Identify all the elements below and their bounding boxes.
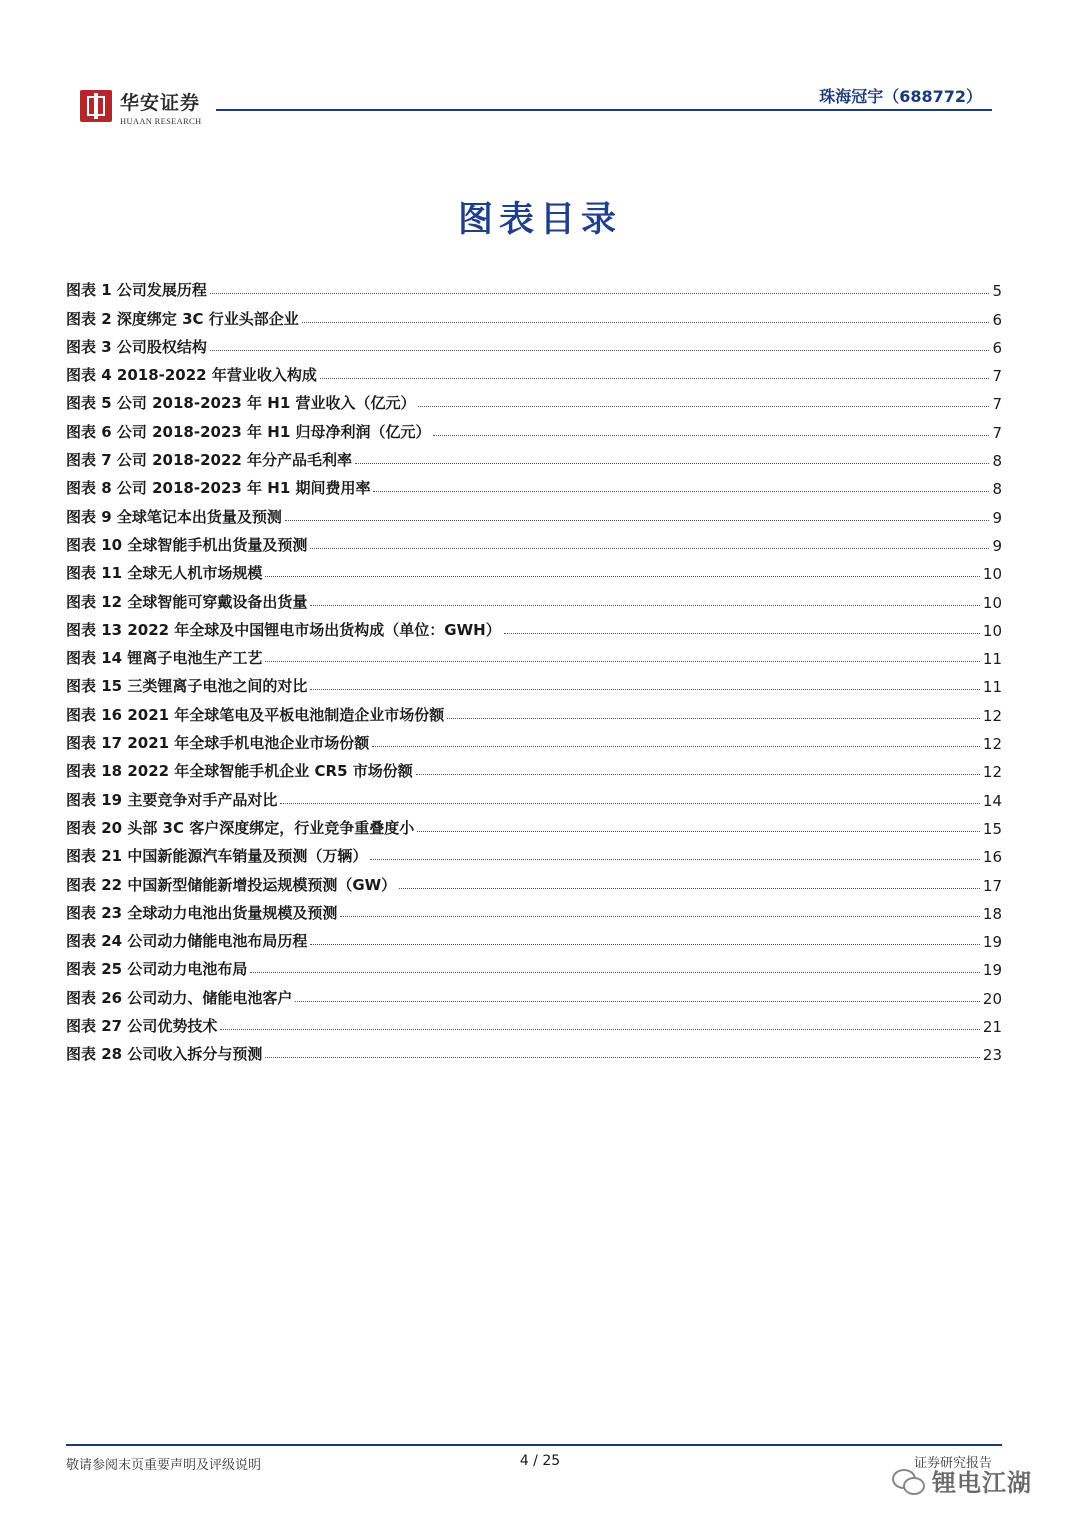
brand-name-en: HUAAN RESEARCH	[120, 116, 202, 126]
toc-entry-label: 图表 9 全球笔记本出货量及预测	[66, 507, 282, 526]
toc-entry-label: 图表 11 全球无人机市场规模	[66, 564, 263, 583]
toc-entry-page: 12	[982, 706, 1002, 725]
toc-entry-page: 6	[992, 310, 1002, 329]
toc-leader-dots	[417, 831, 980, 832]
toc-entry-label: 图表 6 公司 2018-2023 年 H1 归母净利润（亿元）	[66, 422, 431, 441]
toc-entry-page: 10	[982, 593, 1002, 612]
toc-entry-page: 10	[982, 565, 1002, 584]
toc-entry[interactable]	[66, 640, 1002, 668]
toc-entry-page: 23	[982, 1046, 1002, 1065]
toc-entry[interactable]	[66, 866, 1002, 894]
toc-entry-page: 11	[982, 650, 1002, 669]
toc-entry-page: 17	[982, 876, 1002, 895]
toc-entry[interactable]	[66, 838, 1002, 866]
toc-entry-page: 5	[992, 282, 1002, 301]
toc-entry-page: 20	[982, 989, 1002, 1008]
toc-entry-page: 12	[982, 763, 1002, 782]
toc-entry-page: 10	[982, 621, 1002, 640]
toc-entry-page: 9	[992, 536, 1002, 555]
toc-leader-dots	[310, 944, 980, 945]
toc-entry[interactable]	[66, 753, 1002, 781]
watermark-text: 锂电江湖	[932, 1469, 1032, 1497]
toc-leader-dots	[265, 576, 980, 577]
toc-leader-dots	[295, 1001, 980, 1002]
report-type: 证券研究报告	[913, 1456, 992, 1471]
toc-leader-dots	[372, 746, 980, 747]
toc-entry-label: 图表 15 三类锂离子电池之间的对比	[66, 677, 308, 696]
toc-entry-label: 图表 7 公司 2018-2022 年分产品毛利率	[66, 451, 353, 470]
toc-entry[interactable]	[66, 725, 1002, 753]
toc-entry[interactable]	[66, 498, 1002, 526]
toc-entry-page: 18	[982, 904, 1002, 923]
toc-entry[interactable]	[66, 810, 1002, 838]
page-title: 图表目录	[457, 199, 622, 240]
toc-entry-label: 图表 24 公司动力储能电池布局历程	[66, 932, 308, 951]
toc-entry-page: 8	[992, 480, 1002, 499]
toc-leader-dots	[418, 406, 989, 407]
toc-entry[interactable]	[66, 527, 1002, 555]
toc-entry-label: 图表 25 公司动力电池布局	[66, 960, 248, 979]
toc-leader-dots	[285, 520, 990, 521]
toc-leader-dots	[433, 435, 989, 436]
toc-entry-label: 图表 8 公司 2018-2023 年 H1 期间费用率	[66, 479, 371, 498]
toc-leader-dots	[447, 718, 980, 719]
header-divider	[216, 109, 992, 111]
toc-leader-dots	[280, 803, 980, 804]
toc-entry-page: 12	[982, 735, 1002, 754]
brand-name: 华安证券	[120, 92, 201, 114]
toc-entry-label: 图表 28 公司收入拆分与预测	[66, 1045, 263, 1064]
toc-entry[interactable]	[66, 696, 1002, 724]
toc-entry-label: 图表 21 中国新能源汽车销量及预测（万辆）	[66, 847, 368, 866]
page-number: 4 / 25	[519, 1453, 561, 1469]
toc-leader-dots	[302, 322, 990, 323]
toc-leader-dots	[250, 972, 980, 973]
toc-leader-dots	[504, 633, 980, 634]
huaan-logo-icon	[80, 90, 112, 122]
toc-leader-dots	[399, 888, 980, 889]
toc-leader-dots	[310, 689, 980, 690]
toc-entry-page: 16	[982, 848, 1002, 867]
toc-entry-label: 图表 27 公司优势技术	[66, 1017, 218, 1036]
toc-entry-label: 图表 10 全球智能手机出货量及预测	[66, 535, 308, 554]
toc-entry-label: 图表 5 公司 2018-2023 年 H1 营业收入（亿元）	[66, 394, 416, 413]
toc-leader-dots	[416, 774, 980, 775]
toc-entry-label: 图表 1 公司发展历程	[66, 281, 207, 300]
toc-entry[interactable]	[66, 951, 1002, 979]
toc-entry-label: 图表 18 2022 年全球智能手机企业 CR5 市场份额	[66, 762, 413, 781]
toc-entry[interactable]	[66, 357, 1002, 385]
toc-entry[interactable]	[66, 470, 1002, 498]
toc-leader-dots	[370, 859, 980, 860]
toc-entry[interactable]	[66, 612, 1002, 640]
toc-entry[interactable]	[66, 442, 1002, 470]
toc-leader-dots	[265, 1057, 980, 1058]
toc-entry-label: 图表 16 2021 年全球笔电及平板电池制造企业市场份额	[66, 705, 445, 724]
toc-leader-dots	[320, 378, 990, 379]
toc-entry[interactable]	[66, 413, 1002, 441]
toc-leader-dots	[310, 548, 989, 549]
toc-entry-label: 图表 2 深度绑定 3C 行业头部企业	[66, 309, 299, 328]
toc-entry-label: 图表 26 公司动力、储能电池客户	[66, 988, 293, 1007]
toc-entry-page: 7	[992, 423, 1002, 442]
toc-entry-label: 图表 4 2018-2022 年营业收入构成	[66, 366, 317, 385]
toc-entry-label: 图表 3 公司股权结构	[66, 337, 207, 356]
toc-entry-page: 7	[992, 395, 1002, 414]
toc-entry-label: 图表 17 2021 年全球手机电池企业市场份额	[66, 734, 370, 753]
wechat-icon	[890, 1465, 926, 1497]
toc-entry[interactable]	[66, 1036, 1002, 1064]
toc-leader-dots	[265, 661, 980, 662]
toc-entry[interactable]	[66, 923, 1002, 951]
toc-leader-dots	[210, 293, 990, 294]
toc-entry-page: 19	[982, 961, 1002, 980]
toc-entry-page: 8	[992, 452, 1002, 471]
toc-entry[interactable]	[66, 555, 1002, 583]
footer-divider	[66, 1444, 1002, 1446]
toc-leader-dots	[340, 916, 980, 917]
toc-entry[interactable]	[66, 668, 1002, 696]
toc-leader-dots	[373, 491, 989, 492]
toc-entry[interactable]	[66, 583, 1002, 611]
toc-entry-page: 11	[982, 678, 1002, 697]
toc-entry[interactable]	[66, 329, 1002, 357]
watermark	[890, 1463, 1032, 1498]
toc-entry-label: 图表 14 锂离子电池生产工艺	[66, 649, 263, 668]
toc-entry-page: 7	[992, 367, 1002, 386]
table-of-figures	[66, 272, 1002, 1064]
toc-entry-label: 图表 23 全球动力电池出货量规模及预测	[66, 903, 338, 922]
toc-entry[interactable]	[66, 385, 1002, 413]
toc-entry[interactable]	[66, 272, 1002, 300]
toc-entry-page: 9	[992, 508, 1002, 527]
toc-leader-dots	[210, 350, 990, 351]
toc-entry[interactable]	[66, 1008, 1002, 1036]
toc-entry[interactable]	[66, 781, 1002, 809]
toc-entry[interactable]	[66, 895, 1002, 923]
toc-entry-label: 图表 12 全球智能可穿戴设备出货量	[66, 592, 308, 611]
toc-leader-dots	[220, 1029, 980, 1030]
toc-entry-page: 21	[982, 1018, 1002, 1037]
toc-entry-page: 15	[982, 819, 1002, 838]
company-title: 珠海冠宇（688772）	[819, 87, 982, 106]
toc-entry[interactable]	[66, 300, 1002, 328]
toc-entry-label: 图表 22 中国新型储能新增投运规模预测（GW）	[66, 875, 397, 894]
toc-leader-dots	[355, 463, 989, 464]
toc-leader-dots	[310, 605, 980, 606]
disclaimer-note: 敬请参阅末页重要声明及评级说明	[66, 1458, 262, 1473]
toc-entry-label: 图表 19 主要竞争对手产品对比	[66, 790, 278, 809]
toc-entry[interactable]	[66, 979, 1002, 1007]
toc-entry-page: 19	[982, 933, 1002, 952]
toc-entry-page: 6	[992, 338, 1002, 357]
toc-entry-label: 图表 20 头部 3C 客户深度绑定，行业竞争重叠度小	[66, 818, 415, 837]
toc-entry-label: 图表 13 2022 年全球及中国锂电市场出货构成（单位：GWH）	[66, 620, 501, 639]
toc-entry-page: 14	[982, 791, 1002, 810]
